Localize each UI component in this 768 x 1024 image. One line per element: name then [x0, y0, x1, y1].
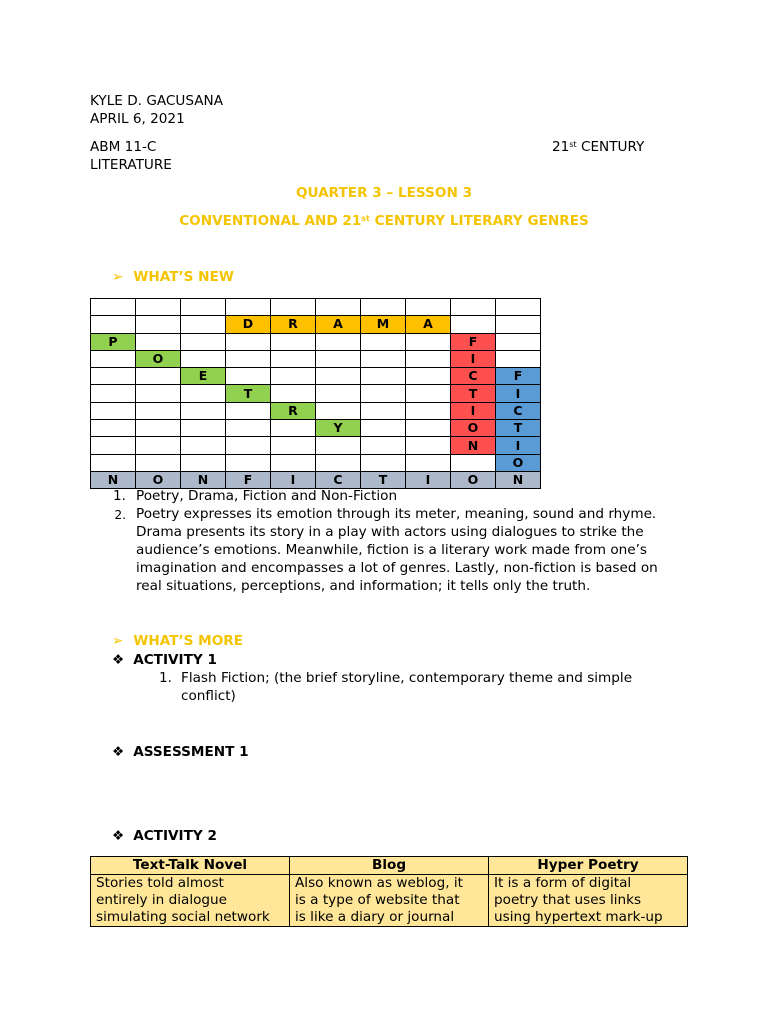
crossword-cell: I — [496, 437, 541, 454]
diamond-bullet-icon: ❖ — [112, 652, 125, 668]
whats-more-heading — [112, 632, 243, 650]
crossword-cell — [136, 299, 181, 316]
crossword-cell — [136, 437, 181, 454]
crossword-cell — [136, 316, 181, 333]
crossword-cell — [496, 333, 541, 350]
crossword-cell: A — [316, 316, 361, 333]
subject-line2: LITERATURE — [90, 157, 172, 173]
crossword-cell: Y — [316, 420, 361, 437]
crossword-cell — [451, 454, 496, 471]
crossword-cell — [406, 385, 451, 402]
genre-header: Blog — [290, 857, 489, 875]
crossword-cell: N — [496, 471, 541, 488]
crossword-cell: C — [451, 368, 496, 385]
crossword-row — [91, 333, 541, 350]
crossword-cell — [91, 385, 136, 402]
crossword-row — [91, 316, 541, 333]
crossword-cell: F — [496, 368, 541, 385]
crossword-cell — [271, 420, 316, 437]
crossword-cell — [361, 402, 406, 419]
crossword-cell: N — [181, 471, 226, 488]
crossword-cell — [361, 350, 406, 367]
answer-1-number: 1. — [113, 488, 126, 504]
crossword-cell — [361, 454, 406, 471]
crossword-cell — [316, 437, 361, 454]
genre-definition — [489, 875, 688, 927]
crossword-cell: O — [496, 454, 541, 471]
crossword-cell — [226, 402, 271, 419]
answer-2-line: Poetry expresses its emotion through its meter, meaning, sound and rhyme. — [136, 506, 657, 522]
lesson-title: QUARTER 3 – LESSON 3 — [295, 185, 473, 201]
crossword-cell — [181, 299, 226, 316]
crossword-cell: O — [451, 420, 496, 437]
crossword-cell — [226, 454, 271, 471]
activity2-heading — [112, 827, 217, 845]
crossword-cell: P — [91, 333, 136, 350]
crossword-cell — [181, 385, 226, 402]
activity1-line: conflict) — [181, 688, 236, 704]
crossword-cell — [181, 454, 226, 471]
crossword-cell: O — [136, 471, 181, 488]
crossword-row — [91, 385, 541, 402]
arrow-bullet-icon: ➢ — [112, 633, 124, 649]
activity1-label: ACTIVITY 1 — [133, 652, 217, 668]
crossword-cell — [406, 333, 451, 350]
definition-line: simulating social network — [96, 909, 270, 925]
crossword-cell — [226, 368, 271, 385]
crossword-cell — [361, 333, 406, 350]
crossword-cell: O — [451, 471, 496, 488]
crossword-cell — [91, 299, 136, 316]
crossword-cell — [316, 454, 361, 471]
crossword-row — [91, 350, 541, 367]
crossword-cell — [406, 350, 451, 367]
answer-2-line: Drama presents its story in a play with actors using dialogues to strike the — [136, 524, 644, 540]
subject-sup: st — [569, 140, 577, 149]
whats-new-label: WHAT’S NEW — [133, 269, 234, 285]
crossword-cell — [91, 350, 136, 367]
subject-title — [552, 138, 644, 156]
arrow-bullet-icon: ➢ — [112, 269, 124, 285]
crossword-cell: O — [136, 350, 181, 367]
crossword-cell — [91, 402, 136, 419]
crossword-cell: T — [361, 471, 406, 488]
definition-line: is a type of website that — [295, 892, 460, 908]
genre-header: Text-Talk Novel — [91, 857, 290, 875]
crossword-cell — [181, 437, 226, 454]
date: APRIL 6, 2021 — [90, 111, 185, 127]
crossword-cell: C — [316, 471, 361, 488]
crossword-cell: E — [181, 368, 226, 385]
genre-header: Hyper Poetry — [489, 857, 688, 875]
crossword-cell — [271, 454, 316, 471]
crossword-cell: R — [271, 402, 316, 419]
crossword-cell — [451, 316, 496, 333]
crossword-cell: T — [496, 420, 541, 437]
crossword-cell — [361, 420, 406, 437]
crossword-cell — [91, 420, 136, 437]
crossword-cell — [316, 385, 361, 402]
crossword-cell — [406, 454, 451, 471]
activity2-label: ACTIVITY 2 — [133, 828, 217, 844]
crossword-cell — [91, 437, 136, 454]
crossword-cell — [316, 333, 361, 350]
topic-title — [0, 212, 768, 230]
crossword-cell — [226, 437, 271, 454]
definition-line: Also known as weblog, it — [295, 875, 463, 891]
crossword-row — [91, 420, 541, 437]
crossword-cell — [451, 299, 496, 316]
crossword-cell — [361, 385, 406, 402]
crossword-cell — [271, 350, 316, 367]
subject-suffix: CENTURY — [576, 139, 645, 155]
answer-2-line: imagination and encompasses a lot of genres. Lastly, non-fiction is based on — [136, 560, 658, 576]
crossword-cell — [181, 402, 226, 419]
crossword-cell — [136, 368, 181, 385]
crossword-cell — [271, 333, 316, 350]
crossword-cell — [316, 368, 361, 385]
definition-line: poetry that uses links — [494, 892, 642, 908]
crossword-cell — [316, 299, 361, 316]
crossword-cell — [406, 402, 451, 419]
crossword-grid — [90, 298, 541, 489]
crossword-row — [91, 299, 541, 316]
crossword-cell — [406, 420, 451, 437]
crossword-cell — [91, 316, 136, 333]
activity1-line: Flash Fiction; (the brief storyline, contemporary theme and simple — [181, 670, 633, 686]
crossword-cell: I — [451, 402, 496, 419]
crossword-cell — [91, 454, 136, 471]
definition-line: is like a diary or journal — [295, 909, 455, 925]
crossword-cell — [496, 299, 541, 316]
genre-definition — [91, 875, 290, 927]
crossword-cell — [181, 420, 226, 437]
crossword-cell — [496, 316, 541, 333]
crossword-cell — [271, 368, 316, 385]
crossword-cell — [406, 299, 451, 316]
activity1-item-number: 1. — [159, 670, 172, 686]
crossword-cell — [361, 299, 406, 316]
answer-2-number: 2. — [114, 508, 126, 522]
crossword-row — [91, 402, 541, 419]
definition-line: Stories told almost — [96, 875, 224, 891]
answer-2-line: audience’s emotions. Meanwhile, fiction is a literary work made from one’s — [136, 542, 648, 558]
crossword-cell — [181, 350, 226, 367]
definition-line: entirely in dialogue — [96, 892, 228, 908]
topic-sup: st — [361, 214, 370, 223]
crossword-cell: T — [226, 385, 271, 402]
diamond-bullet-icon: ❖ — [112, 744, 125, 760]
assessment1-label: ASSESSMENT 1 — [133, 744, 249, 760]
crossword-cell: M — [361, 316, 406, 333]
topic-prefix: CONVENTIONAL AND 21 — [179, 213, 362, 229]
crossword-row — [91, 454, 541, 471]
whats-new-heading — [112, 268, 234, 286]
crossword-cell — [91, 368, 136, 385]
crossword-cell: R — [271, 316, 316, 333]
crossword-cell — [406, 437, 451, 454]
crossword-cell — [316, 350, 361, 367]
crossword-cell — [271, 385, 316, 402]
activity1-heading — [112, 651, 217, 669]
crossword-cell: I — [406, 471, 451, 488]
crossword-cell — [496, 350, 541, 367]
crossword-cell: F — [451, 333, 496, 350]
genre-definition — [290, 875, 489, 927]
activity1-item-text — [181, 669, 632, 705]
crossword-cell: D — [226, 316, 271, 333]
answer-1-text: Poetry, Drama, Fiction and Non-Fiction — [136, 488, 398, 504]
crossword-cell — [136, 333, 181, 350]
crossword-row — [91, 368, 541, 385]
subject-prefix: 21 — [552, 139, 570, 155]
crossword-cell: N — [91, 471, 136, 488]
crossword-cell — [361, 368, 406, 385]
crossword-row — [91, 437, 541, 454]
answer-2-text — [136, 505, 658, 595]
crossword-cell: I — [496, 385, 541, 402]
crossword-cell — [316, 402, 361, 419]
section: ABM 11-C — [90, 139, 157, 155]
genres-table — [90, 856, 688, 927]
crossword-cell: C — [496, 402, 541, 419]
student-name: KYLE D. GACUSANA — [90, 93, 224, 109]
crossword-cell: T — [451, 385, 496, 402]
crossword-cell: F — [226, 471, 271, 488]
crossword-cell — [226, 299, 271, 316]
crossword-cell — [361, 437, 406, 454]
diamond-bullet-icon: ❖ — [112, 828, 125, 844]
assessment1-heading — [112, 743, 249, 761]
crossword-cell — [406, 368, 451, 385]
crossword-cell — [226, 420, 271, 437]
crossword-cell — [226, 333, 271, 350]
definition-line: using hypertext mark-up — [494, 909, 663, 925]
crossword-cell — [136, 454, 181, 471]
whats-more-label: WHAT’S MORE — [133, 633, 244, 649]
definition-line: It is a form of digital — [494, 875, 632, 891]
crossword-cell — [226, 350, 271, 367]
crossword-cell: A — [406, 316, 451, 333]
answer-2-line: real situations, perceptions, and information; it tells only the truth. — [136, 578, 591, 594]
crossword-cell — [136, 420, 181, 437]
crossword-cell — [181, 316, 226, 333]
crossword-cell — [271, 299, 316, 316]
crossword-cell: I — [451, 350, 496, 367]
crossword-cell: I — [271, 471, 316, 488]
topic-suffix: CENTURY LITERARY GENRES — [369, 213, 589, 229]
crossword-cell — [181, 333, 226, 350]
crossword-cell — [136, 402, 181, 419]
crossword-cell: N — [451, 437, 496, 454]
crossword-cell — [271, 437, 316, 454]
crossword-cell — [136, 385, 181, 402]
